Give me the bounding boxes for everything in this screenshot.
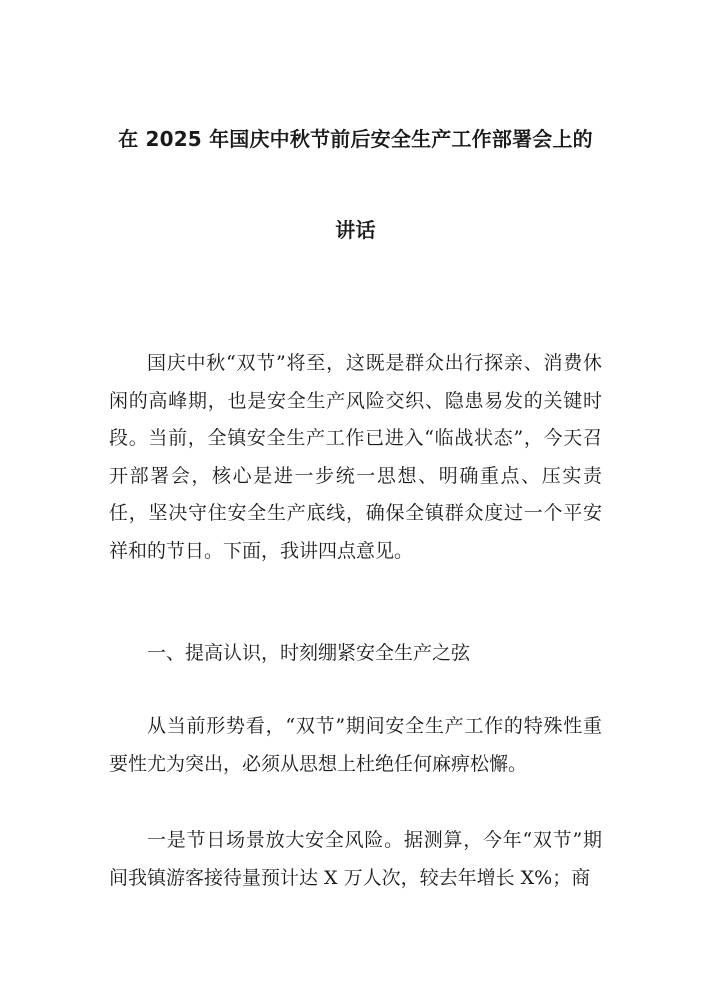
section-heading-1: 一、提高认识，时刻绷紧安全生产之弦 [147, 642, 471, 664]
section-1-point-1-paragraph: 一是节日场景放大安全风险。据测算，今年“双节”期间我镇游客接待量预计达 X 万人次，较去年增长 X%；商 [109, 829, 602, 889]
section-1-paragraph: 从当前形势看，“双节”期间安全生产工作的特殊性重要性尤为突出，必须从思想上杜绝任何麻痹松懈。 [109, 715, 602, 775]
intro-paragraph: 国庆中秋“双节”将至，这既是群众出行探亲、消费休闲的高峰期，也是安全生产风险交织、隐患易发的关键时段。当前，全镇安全生产工作已进入“临战状态”，今天召开部署会，核心是进一步统一思想、明确重点、压实责任，坚决守住安全生产底线，确保全镇群众度过一个平安祥和的节日。下面，我讲四点意见。 [109, 352, 602, 562]
document-title-line-2: 讲话 [335, 218, 376, 242]
document-title-line-1: 在 2025 年国庆中秋节前后安全生产工作部署会上的 [118, 127, 593, 151]
